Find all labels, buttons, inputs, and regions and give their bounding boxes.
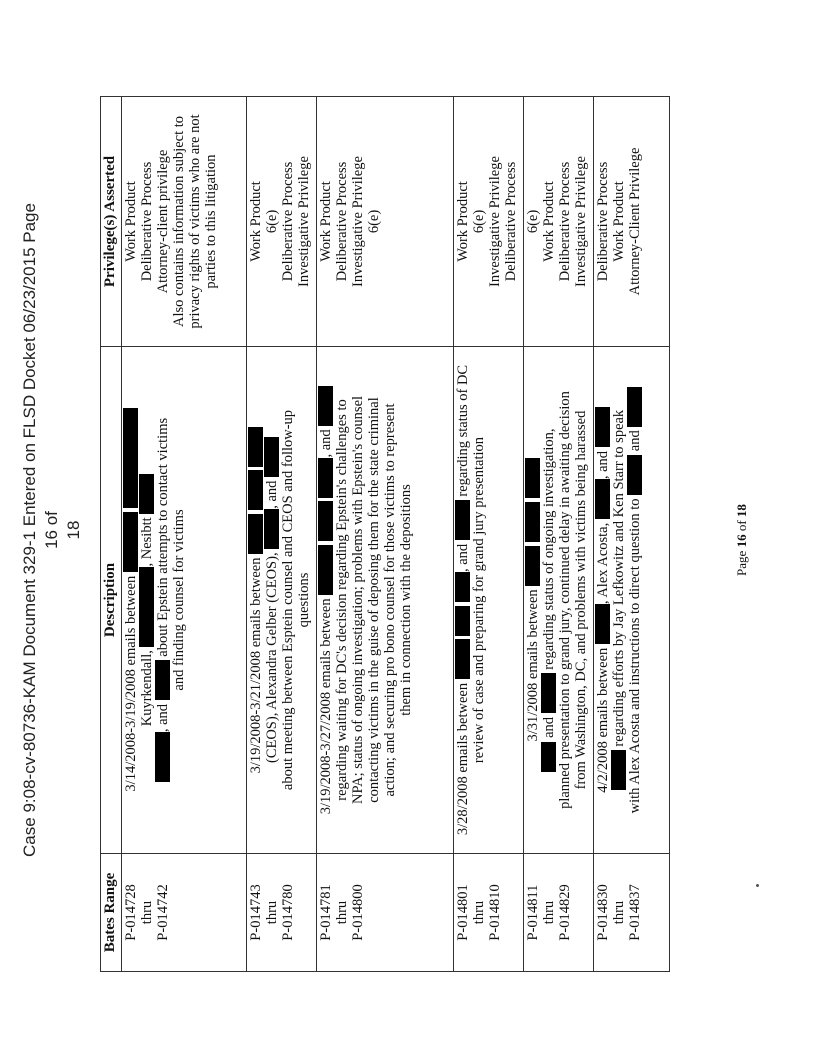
table-row <box>317 97 454 972</box>
privilege-item: Investigative Privilege <box>487 156 503 287</box>
redaction-block <box>248 427 263 467</box>
description-cell <box>454 347 524 854</box>
privilege-item: Work Product <box>455 181 471 262</box>
bates-thru: thru <box>471 900 487 925</box>
privilege-log-table <box>100 96 670 972</box>
page-number: 16 <box>734 534 749 548</box>
bates-range-cell <box>524 854 594 972</box>
desc-text: (CEOS), Alexandra Gelber (CEOS), <box>264 552 280 764</box>
privilege-item: Deliberative Process <box>280 161 296 282</box>
privilege-item: Investigative Privilege <box>296 156 312 287</box>
description-cell <box>122 347 247 854</box>
privilege-item: Work Product <box>541 181 557 262</box>
redaction-block <box>595 407 610 447</box>
privilege-item: Work Product <box>248 181 264 262</box>
page-of: of <box>734 517 749 535</box>
desc-text: , and <box>155 703 171 733</box>
bates-end: P-014742 <box>155 884 171 941</box>
bates-range-cell <box>317 854 454 972</box>
redaction-block <box>595 604 610 644</box>
desc-text: contacting victims in the guise of deposing them for the state criminal <box>366 397 382 803</box>
redaction-block <box>139 567 154 647</box>
desc-text: action; and securing pro bono counsel for those victims to represent <box>382 403 398 797</box>
redaction-block <box>595 479 610 519</box>
privilege-item: Deliberative Process <box>595 161 611 282</box>
desc-text: 3/28/2008 emails between <box>455 682 471 836</box>
redaction-block <box>541 673 556 713</box>
desc-text: regarding efforts by Jay Lefkowitz and Ken Starr to speak <box>611 409 627 747</box>
bates-range-cell <box>122 854 247 972</box>
desc-text: , and <box>595 450 611 480</box>
privileges-cell <box>317 97 454 347</box>
redaction-block <box>525 546 540 586</box>
redaction-block <box>248 470 263 510</box>
privilege-item: 6(e) <box>366 209 382 234</box>
table-row <box>247 97 317 972</box>
redaction-block <box>155 732 170 782</box>
description-cell <box>594 347 670 854</box>
bates-start: P-014830 <box>595 884 611 941</box>
privilege-item: Investigative Privilege <box>350 156 366 287</box>
table-header-row <box>101 97 122 972</box>
redaction-block <box>123 512 138 572</box>
desc-text: from Washington, DC, and problems with victims being harassed <box>573 410 589 790</box>
desc-text: , Alex Acosta, <box>595 522 611 605</box>
redaction-block <box>318 501 333 541</box>
bates-range-cell <box>594 854 670 972</box>
bates-thru: thru <box>334 900 350 925</box>
bates-end: P-014780 <box>280 884 296 941</box>
privilege-item: 6(e) <box>471 209 487 234</box>
desc-text: review of case and preparing for grand jury presentation <box>471 436 487 764</box>
privileges-cell <box>247 97 317 347</box>
privilege-item: parties to this litigation <box>203 154 219 289</box>
redaction-block <box>455 500 470 540</box>
privilege-item: Deliberative Process <box>557 161 573 282</box>
bates-end: P-014810 <box>487 884 503 941</box>
redaction-block <box>541 742 556 772</box>
desc-text: , and <box>455 543 471 573</box>
table-row <box>594 97 670 972</box>
bates-start: P-014811 <box>525 884 541 941</box>
privilege-item: Work Product <box>318 181 334 262</box>
bates-range-cell <box>454 854 524 972</box>
bates-end: P-014829 <box>557 884 573 941</box>
desc-text: regarding waiting for DC's decision regarding Epstein's challenges to <box>334 399 350 801</box>
table-row <box>122 97 247 972</box>
redaction-block <box>264 437 279 477</box>
bates-thru: thru <box>139 900 155 925</box>
court-header <box>12 200 82 860</box>
description-cell <box>317 347 454 854</box>
redaction-block <box>123 408 138 508</box>
redaction-block <box>455 572 470 602</box>
description-cell <box>247 347 317 854</box>
privileges-cell <box>524 97 594 347</box>
page-total: 18 <box>734 504 749 518</box>
bates-end: P-014800 <box>350 884 366 941</box>
court-header-line2: 18 <box>64 520 83 540</box>
redaction-block <box>611 750 626 790</box>
redaction-block <box>525 458 540 498</box>
privilege-item: 6(e) <box>525 209 541 234</box>
desc-text: and finding counsel for victims <box>171 509 187 691</box>
redaction-block <box>155 660 170 700</box>
redaction-block <box>264 509 279 549</box>
privilege-item: Attorney-client privilege <box>155 149 171 294</box>
redaction-block <box>455 606 470 636</box>
desc-text: planned presentation to grand jury, continued delay in awaiting decision <box>557 391 573 809</box>
privileges-cell <box>122 97 247 347</box>
desc-text: 3/14/2008-3/19/2008 emails between <box>123 575 139 792</box>
privileges-cell <box>594 97 670 347</box>
redaction-block <box>248 514 263 554</box>
table-row <box>454 97 524 972</box>
bates-range-cell <box>247 854 317 972</box>
desc-text: NPA; status of ongoing investigation; problems with Epstein's counsel <box>350 395 366 805</box>
desc-text: , and <box>264 480 280 509</box>
privilege-item: Deliberative Process <box>503 161 519 282</box>
privilege-item: Investigative Privilege <box>573 156 589 287</box>
column-header-description: Description <box>101 347 122 854</box>
desc-text: 3/19/2008-3/21/2008 emails between <box>248 557 264 774</box>
page-footer <box>728 480 756 600</box>
privilege-item: Deliberative Process <box>139 161 155 282</box>
desc-text: , Nesibtt <box>139 517 155 567</box>
desc-text: Kuyrkendall, <box>139 650 155 727</box>
privilege-item: Work Product <box>611 181 627 262</box>
redaction-block <box>318 458 333 498</box>
scan-speck <box>756 884 759 887</box>
redaction-block <box>627 455 642 495</box>
desc-text: regarding status of DC <box>455 364 471 497</box>
bates-thru: thru <box>541 900 557 925</box>
desc-text: 3/19/2008-3/27/2008 emails between <box>318 598 334 815</box>
desc-text: and <box>627 430 643 452</box>
privilege-log-table-container <box>100 97 648 972</box>
redaction-block <box>455 639 470 679</box>
desc-text: , and <box>318 429 334 458</box>
redaction-block <box>525 502 540 542</box>
desc-text: about Epstein attempts to contact victims <box>155 417 171 657</box>
page-label: Page <box>734 547 749 576</box>
desc-text: 4/2/2008 emails between <box>595 647 611 793</box>
court-header-line1: Case 9:08-cv-80736-KAM Document 329-1 Entered on FLSD Docket 06/23/2015 Page 16 of <box>20 203 61 857</box>
column-header-bates: Bates Range <box>101 854 122 972</box>
privileges-cell <box>454 97 524 347</box>
desc-text: regarding status of ongoing investigation, <box>541 428 557 670</box>
desc-text: them in connection with the depositions <box>398 484 414 716</box>
bates-start: P-014781 <box>318 884 334 941</box>
redaction-block <box>627 387 642 427</box>
desc-text: about meeting between Esptein counsel and CEOS and follow-up <box>280 409 296 791</box>
redaction-block <box>318 545 333 595</box>
bates-end: P-014837 <box>627 884 643 941</box>
desc-text: 3/31/2008 emails between <box>525 589 541 742</box>
column-header-privileges: Privilege(s) Asserted <box>101 97 122 347</box>
privilege-item: Also contains information subject to <box>171 115 187 328</box>
description-cell <box>524 347 594 854</box>
privilege-item: Work Product <box>123 181 139 262</box>
bates-thru: thru <box>611 900 627 925</box>
table-row <box>524 97 594 972</box>
bates-thru: thru <box>264 900 280 925</box>
redaction-block <box>139 474 154 514</box>
privilege-item: Attorney-Client Privilege <box>627 147 643 296</box>
privilege-item: privacy rights of victims who are not <box>187 114 203 329</box>
redaction-block <box>318 386 333 426</box>
desc-text: with Alex Acosta and instructions to direct question to <box>627 498 643 814</box>
bates-start: P-014728 <box>123 884 139 941</box>
bates-start: P-014743 <box>248 884 264 941</box>
desc-text: questions <box>296 572 312 628</box>
bates-start: P-014801 <box>455 884 471 941</box>
privilege-item: Deliberative Process <box>334 161 350 282</box>
privilege-item: 6(e) <box>264 209 280 234</box>
desc-text: and <box>541 716 557 738</box>
